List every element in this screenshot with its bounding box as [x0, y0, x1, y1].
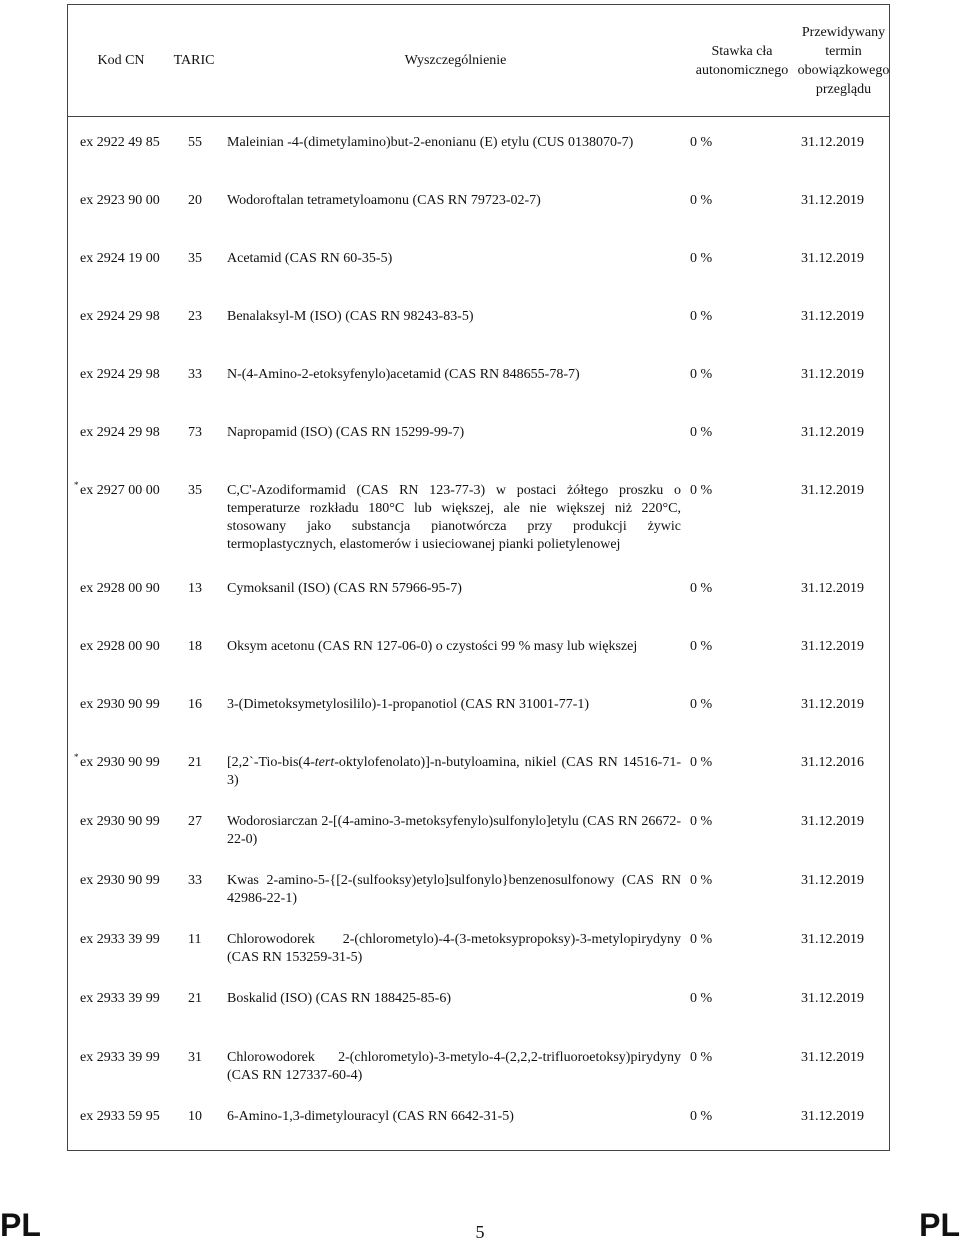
- description: Oksym acetonu (CAS RN 127-06-0) o czystości 99 % masy lub większej: [227, 639, 638, 654]
- duty-rate: 0 %: [690, 697, 713, 712]
- description-italic-part: tert: [314, 755, 335, 770]
- cn-code: ex 2924 29 98: [80, 425, 160, 440]
- description-part: [2,2`-Tio-bis(4-: [227, 755, 315, 770]
- cn-code: ex 2933 39 99: [80, 991, 160, 1006]
- review-date: 31.12.2019: [801, 1050, 864, 1065]
- cn-code: ex 2923 90 00: [80, 193, 160, 208]
- cn-code: ex 2930 90 99: [80, 873, 160, 888]
- description: Wodorosiarczan 2-[(4-amino-3-metoksyfenylo)sulfonylo]etylu (CAS RN 26672-22-0): [227, 814, 681, 847]
- cn-code: ex 2924 29 98: [80, 309, 160, 324]
- review-date: 31.12.2019: [801, 932, 864, 947]
- page-number: 5: [475, 1222, 485, 1242]
- description: Maleinian -4-(dimetylamino)but-2-enonianu (E) etylu (CUS 0138070-7): [227, 135, 634, 150]
- cn-code: ex 2933 59 95: [80, 1109, 160, 1124]
- review-date: 31.12.2019: [801, 1109, 864, 1124]
- cn-code: ex 2922 49 85: [80, 135, 160, 150]
- taric-code: 33: [188, 873, 202, 888]
- description: 6-Amino-1,3-dimetylouracyl (CAS RN 6642-31-5): [227, 1109, 514, 1124]
- description: Boskalid (ISO) (CAS RN 188425-85-6): [227, 991, 451, 1006]
- taric-code: 21: [188, 755, 202, 770]
- duty-rate: 0 %: [690, 755, 713, 770]
- taric-code: 18: [188, 639, 202, 654]
- description: N-(4-Amino-2-etoksyfenylo)acetamid (CAS RN 848655-78-7): [227, 367, 580, 382]
- description: Chlorowodorek 2-(chlorometylo)-4-(3-metoksypropoksy)-3-metylopirydyny (CAS RN 153259-31-5): [227, 932, 681, 965]
- taric-code: 23: [188, 309, 202, 324]
- review-date: 31.12.2019: [801, 581, 864, 596]
- duty-rate: 0 %: [690, 425, 713, 440]
- tariff-table: [67, 4, 890, 1151]
- taric-code: 35: [188, 483, 202, 498]
- review-date: 31.12.2019: [801, 483, 864, 498]
- duty-rate: 0 %: [690, 814, 713, 829]
- description: Kwas 2-amino-5-{[2-(sulfooksy)etylo]sulfonylo}benzenosulfonowy (CAS RN 42986-22-1): [227, 873, 681, 906]
- taric-code: 21: [188, 991, 202, 1006]
- description: [227, 754, 681, 790]
- cn-code: ex 2928 00 90: [80, 639, 160, 654]
- cn-code: ex 2924 29 98: [80, 367, 160, 382]
- cn-code: ex 2928 00 90: [80, 581, 160, 596]
- taric-code: 31: [188, 1050, 202, 1065]
- description: Wodoroftalan tetrametyloamonu (CAS RN 79723-02-7): [227, 193, 541, 208]
- review-date: 31.12.2019: [801, 193, 864, 208]
- review-date: 31.12.2019: [801, 814, 864, 829]
- cn-code: ex 2930 90 99: [80, 697, 160, 712]
- review-date: 31.12.2019: [801, 991, 864, 1006]
- header-kod-cn: Kod CN: [97, 53, 145, 68]
- cn-code: [74, 752, 180, 772]
- description: C,C'-Azodiformamid (CAS RN 123-77-3) w postaci żółtego proszku o temperaturze rozkładu 180°C lub większej, ale nie większej niż 220°C, stosowany jako substancja pianotwórcza przy produkcji żywic termoplastycznych, elastomerów i usieciowanej pianki polietylenowej: [227, 483, 681, 552]
- cn-code: [74, 480, 180, 500]
- duty-rate: 0 %: [690, 639, 713, 654]
- duty-rate: 0 %: [690, 251, 713, 266]
- header-rate-line1: Stawka cła: [711, 43, 773, 59]
- header-term-line1: Przewidywany: [801, 24, 886, 40]
- language-code-right: PL: [919, 1207, 960, 1243]
- duty-rate: 0 %: [690, 135, 713, 150]
- review-date: 31.12.2019: [801, 873, 864, 888]
- header-rate: [688, 5, 796, 116]
- header-term-line3: obowiązkowego: [797, 62, 890, 78]
- duty-rate: 0 %: [690, 932, 713, 947]
- duty-rate: 0 %: [690, 581, 713, 596]
- description: Chlorowodorek 2-(chlorometylo)-3-metylo-4-(2,2,2-trifluoroetoksy)pirydyny (CAS RN 127337-60-4): [227, 1050, 681, 1083]
- description-part: -oktylofenolato)]-n-butyloamina, nikiel (CAS RN 14516-71-3): [227, 755, 681, 788]
- duty-rate: 0 %: [690, 873, 713, 888]
- review-date: 31.12.2019: [801, 309, 864, 324]
- duty-rate: 0 %: [690, 991, 713, 1006]
- review-date: 31.12.2019: [801, 135, 864, 150]
- header-description: Wyszczególnienie: [404, 53, 507, 68]
- taric-code: 13: [188, 581, 202, 596]
- amendment-marker: *: [74, 480, 79, 490]
- cn-code: ex 2933 39 99: [80, 932, 160, 947]
- taric-code: 27: [188, 814, 202, 829]
- table-header: [68, 5, 889, 117]
- taric-code: 10: [188, 1109, 202, 1124]
- header-review-term: [796, 5, 891, 116]
- review-date: 31.12.2019: [801, 639, 864, 654]
- language-code-left: PL: [0, 1207, 41, 1243]
- taric-code: 55: [188, 135, 202, 150]
- cn-code-text: ex 2930 90 99: [80, 755, 160, 770]
- review-date: 31.12.2019: [801, 367, 864, 382]
- taric-code: 73: [188, 425, 202, 440]
- duty-rate: 0 %: [690, 1109, 713, 1124]
- duty-rate: 0 %: [690, 309, 713, 324]
- cn-code: ex 2924 19 00: [80, 251, 160, 266]
- review-date: 31.12.2019: [801, 425, 864, 440]
- header-taric: TARIC: [173, 53, 215, 68]
- duty-rate: 0 %: [690, 1050, 713, 1065]
- header-term-line4: przeglądu: [815, 81, 872, 97]
- duty-rate: 0 %: [690, 367, 713, 382]
- taric-code: 16: [188, 697, 202, 712]
- header-rate-line2: autonomicznego: [695, 62, 789, 78]
- description: Napropamid (ISO) (CAS RN 15299-99-7): [227, 425, 465, 440]
- review-date: 31.12.2019: [801, 697, 864, 712]
- duty-rate: 0 %: [690, 483, 713, 498]
- header-term-line2: termin: [825, 43, 862, 59]
- cn-code: ex 2930 90 99: [80, 814, 160, 829]
- review-date: 31.12.2019: [801, 251, 864, 266]
- description: 3-(Dimetoksymetylosililo)-1-propanotiol (CAS RN 31001-77-1): [227, 697, 590, 712]
- description: Cymoksanil (ISO) (CAS RN 57966-95-7): [227, 581, 462, 596]
- description: Benalaksyl-M (ISO) (CAS RN 98243-83-5): [227, 309, 474, 324]
- amendment-marker: *: [74, 752, 79, 762]
- cn-code: ex 2933 39 99: [80, 1050, 160, 1065]
- duty-rate: 0 %: [690, 193, 713, 208]
- taric-code: 33: [188, 367, 202, 382]
- review-date: 31.12.2016: [801, 755, 864, 770]
- taric-code: 11: [188, 932, 202, 947]
- description: Acetamid (CAS RN 60-35-5): [227, 251, 393, 266]
- cn-code-text: ex 2927 00 00: [80, 483, 160, 498]
- taric-code: 20: [188, 193, 202, 208]
- taric-code: 35: [188, 251, 202, 266]
